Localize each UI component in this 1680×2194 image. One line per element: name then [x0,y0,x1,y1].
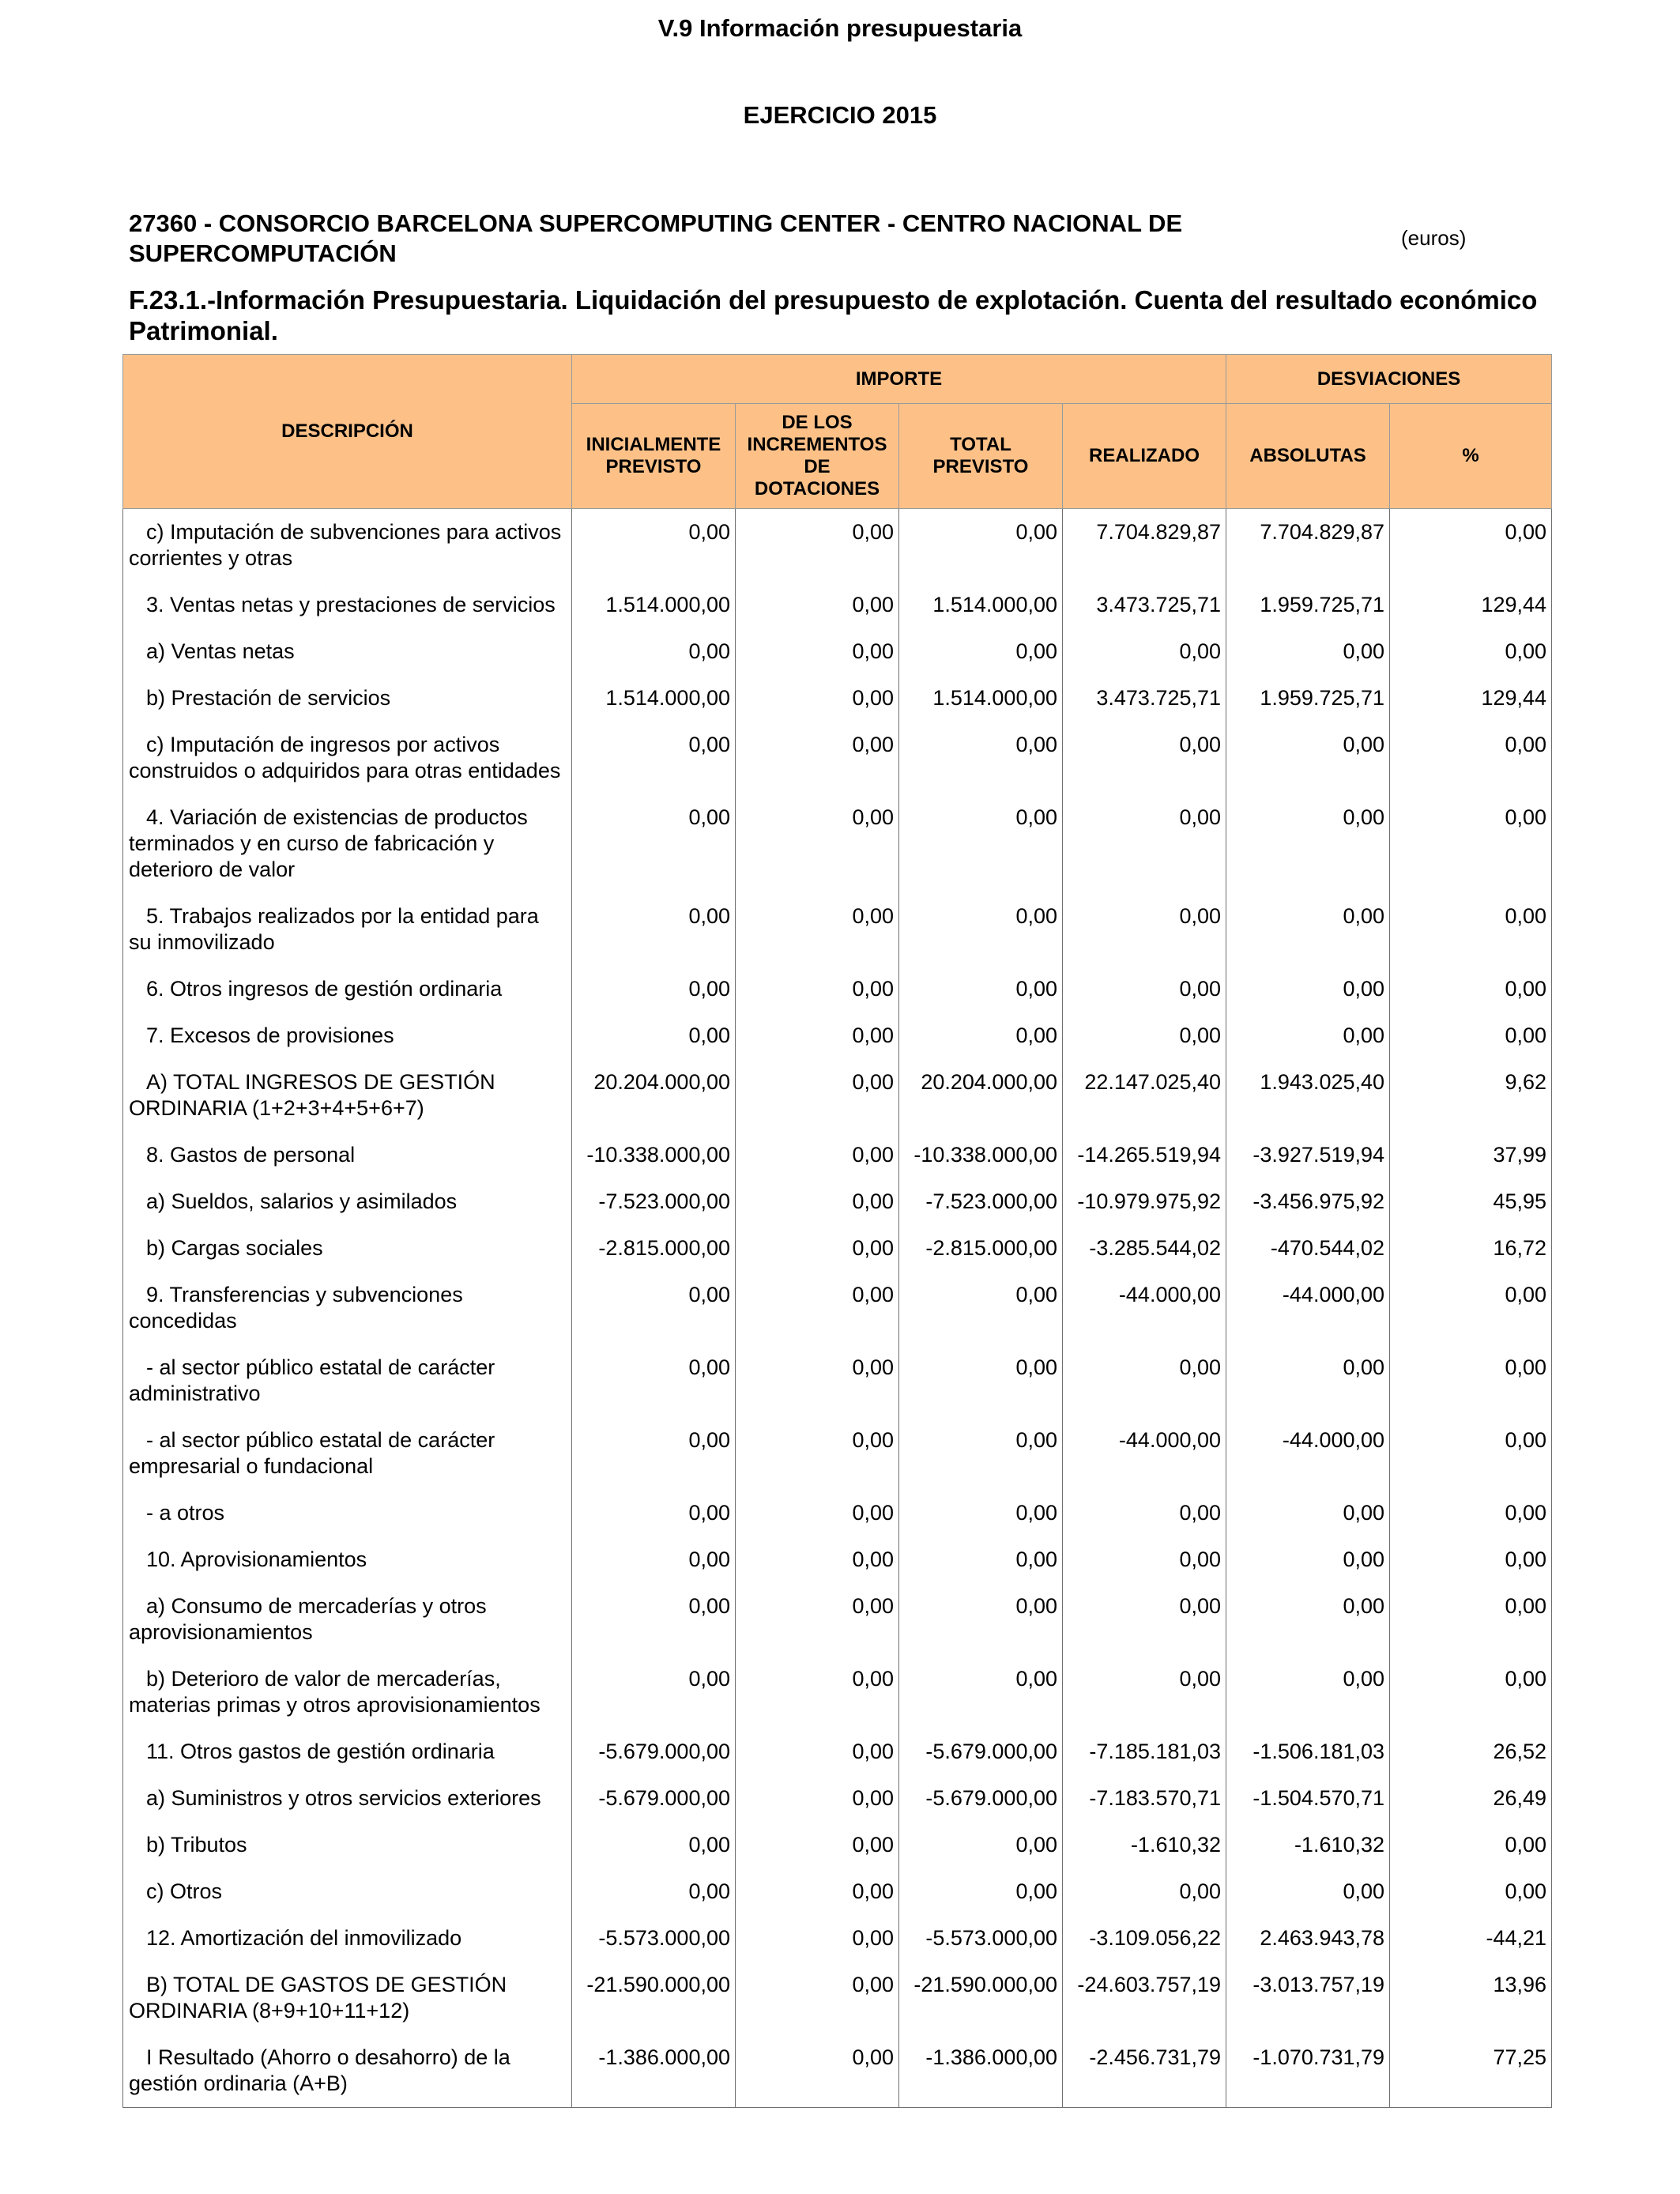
cell-incrementos: 0,00 [736,2034,899,2108]
table-row [123,722,1552,794]
cell-desviacion-percent: 0,00 [1390,1656,1552,1728]
cell-realizado: -2.456.731,79 [1063,2034,1226,2108]
row-description-text: 4. Variación de existencias de productos terminados y en curso de fabricación y deterioro de valor [129,805,528,881]
cell-total-previsto: -21.590.000,00 [899,1962,1063,2034]
cell-desviacion-percent: 0,00 [1390,1583,1552,1656]
row-description [123,1272,572,1344]
cell-desviacion-percent: 0,00 [1390,1536,1552,1583]
cell-inicialmente-previsto: 0,00 [572,1822,736,1868]
cell-desviacion-absoluta: 0,00 [1226,1344,1390,1417]
cell-inicialmente-previsto: 0,00 [572,966,736,1012]
table-row [123,1132,1552,1178]
row-description-text: a) Ventas netas [146,639,295,663]
row-description [123,1178,572,1225]
cell-desviacion-percent: 16,72 [1390,1225,1552,1272]
header-realizado: REALIZADO [1063,404,1226,509]
cell-desviacion-percent: 0,00 [1390,1490,1552,1536]
cell-incrementos: 0,00 [736,1656,899,1728]
cell-desviacion-percent: 0,00 [1390,1868,1552,1915]
cell-desviacion-absoluta: 1.943.025,40 [1226,1059,1390,1132]
table-row [123,1272,1552,1344]
cell-total-previsto: -2.815.000,00 [899,1225,1063,1272]
cell-realizado: 0,00 [1063,966,1226,1012]
row-description-text: 7. Excesos de provisiones [146,1023,394,1047]
exercise-title: EJERCICIO 2015 [743,101,937,129]
table-row [123,1822,1552,1868]
table-row [123,1059,1552,1132]
cell-total-previsto: -5.679.000,00 [899,1775,1063,1822]
row-description-text: b) Deterioro de valor de mercaderías, materias primas y otros aprovisionamientos [129,1667,541,1717]
row-description [123,2034,572,2108]
row-description-text: 5. Trabajos realizados por la entidad para su inmovilizado [129,904,539,954]
cell-incrementos: 0,00 [736,1132,899,1178]
table-row [123,1490,1552,1536]
cell-total-previsto: -5.573.000,00 [899,1915,1063,1962]
cell-incrementos: 0,00 [736,1272,899,1344]
row-description [123,1490,572,1536]
budget-table [122,354,1552,2108]
header-inicialmente-previsto: INICIALMENTE PREVISTO [572,404,736,509]
cell-incrementos: 0,00 [736,966,899,1012]
cell-total-previsto: 0,00 [899,1490,1063,1536]
row-description-text: A) TOTAL INGRESOS DE GESTIÓN ORDINARIA (1+2+3+4+5+6+7) [129,1070,495,1120]
row-description-text: 8. Gastos de personal [146,1143,356,1167]
cell-total-previsto: 0,00 [899,509,1063,582]
row-description [123,1656,572,1728]
cell-inicialmente-previsto: 0,00 [572,1656,736,1728]
cell-total-previsto: 0,00 [899,1868,1063,1915]
row-description-text: I Resultado (Ahorro o desahorro) de la gestión ordinaria (A+B) [129,2045,510,2095]
cell-realizado: -10.979.975,92 [1063,1178,1226,1225]
cell-realizado: 0,00 [1063,1583,1226,1656]
row-description-text: 10. Aprovisionamientos [146,1547,367,1571]
cell-incrementos: 0,00 [736,1915,899,1962]
row-description-text: 9. Transferencias y subvenciones concedidas [129,1283,463,1333]
cell-incrementos: 0,00 [736,628,899,675]
cell-desviacion-absoluta: 0,00 [1226,1656,1390,1728]
cell-desviacion-absoluta: -1.610,32 [1226,1822,1390,1868]
table-row [123,1962,1552,2034]
row-description [123,1915,572,1962]
cell-desviacion-percent: 26,49 [1390,1775,1552,1822]
cell-inicialmente-previsto: 0,00 [572,1490,736,1536]
table-row [123,509,1552,582]
cell-incrementos: 0,00 [736,582,899,628]
header-total-previsto: TOTAL PREVISTO [899,404,1063,509]
cell-inicialmente-previsto: 1.514.000,00 [572,582,736,628]
cell-incrementos: 0,00 [736,1012,899,1059]
table-row [123,1656,1552,1728]
cell-realizado: -7.185.181,03 [1063,1728,1226,1775]
header-percent: % [1390,404,1552,509]
cell-total-previsto: -1.386.000,00 [899,2034,1063,2108]
cell-realizado: 0,00 [1063,1344,1226,1417]
header-desviaciones: DESVIACIONES [1226,355,1552,404]
cell-incrementos: 0,00 [736,1059,899,1132]
row-description-text: b) Cargas sociales [146,1236,323,1260]
row-description [123,1132,572,1178]
cell-incrementos: 0,00 [736,1728,899,1775]
cell-desviacion-percent: 9,62 [1390,1059,1552,1132]
header-incrementos-dotaciones: DE LOS INCREMENTOS DE DOTACIONES [736,404,899,509]
cell-inicialmente-previsto: 0,00 [572,509,736,582]
cell-realizado: 0,00 [1063,794,1226,893]
cell-desviacion-absoluta: 2.463.943,78 [1226,1915,1390,1962]
cell-total-previsto: 0,00 [899,1656,1063,1728]
row-description-text: c) Imputación de ingresos por activos construidos o adquiridos para otras entidades [129,733,561,782]
cell-realizado: 3.473.725,71 [1063,675,1226,722]
cell-incrementos: 0,00 [736,1822,899,1868]
cell-incrementos: 0,00 [736,893,899,966]
row-description [123,893,572,966]
cell-desviacion-absoluta: 1.959.725,71 [1226,675,1390,722]
cell-incrementos: 0,00 [736,722,899,794]
cell-desviacion-absoluta: 0,00 [1226,1012,1390,1059]
cell-desviacion-absoluta: 0,00 [1226,794,1390,893]
row-description [123,675,572,722]
cell-realizado: -14.265.519,94 [1063,1132,1226,1178]
cell-realizado: 0,00 [1063,893,1226,966]
cell-inicialmente-previsto: -7.523.000,00 [572,1178,736,1225]
table-row [123,675,1552,722]
cell-desviacion-absoluta: 0,00 [1226,628,1390,675]
table-row [123,1915,1552,1962]
cell-realizado: -1.610,32 [1063,1822,1226,1868]
cell-realizado: 0,00 [1063,722,1226,794]
row-description [123,1775,572,1822]
cell-total-previsto: 0,00 [899,1417,1063,1490]
cell-incrementos: 0,00 [736,1417,899,1490]
cell-realizado: 7.704.829,87 [1063,509,1226,582]
cell-desviacion-absoluta: -44.000,00 [1226,1272,1390,1344]
row-description [123,1822,572,1868]
cell-incrementos: 0,00 [736,1775,899,1822]
row-description-text: a) Sueldos, salarios y asimilados [146,1189,458,1213]
cell-inicialmente-previsto: 1.514.000,00 [572,675,736,722]
table-row [123,1178,1552,1225]
cell-realizado: 0,00 [1063,1012,1226,1059]
table-row [123,1583,1552,1656]
cell-desviacion-percent: 0,00 [1390,1417,1552,1490]
cell-desviacion-absoluta: -3.456.975,92 [1226,1178,1390,1225]
table-row [123,1868,1552,1915]
cell-inicialmente-previsto: -5.679.000,00 [572,1728,736,1775]
cell-desviacion-percent: 0,00 [1390,966,1552,1012]
cell-incrementos: 0,00 [736,1962,899,2034]
cell-total-previsto: -7.523.000,00 [899,1178,1063,1225]
cell-realizado: -7.183.570,71 [1063,1775,1226,1822]
table-row [123,1344,1552,1417]
row-description [123,1225,572,1272]
cell-total-previsto: 20.204.000,00 [899,1059,1063,1132]
row-description-text: 3. Ventas netas y prestaciones de servicios [146,593,556,616]
cell-desviacion-percent: 0,00 [1390,722,1552,794]
row-description-text: - a otros [146,1501,225,1525]
cell-desviacion-absoluta: -3.013.757,19 [1226,1962,1390,2034]
cell-total-previsto: 0,00 [899,1344,1063,1417]
cell-incrementos: 0,00 [736,509,899,582]
row-description-text: 11. Otros gastos de gestión ordinaria [146,1740,495,1763]
cell-realizado: -3.109.056,22 [1063,1915,1226,1962]
row-description [123,1417,572,1490]
form-title: F.23.1.-Información Presupuestaria. Liquidación del presupuesto de explotación. Cuenta del resultado económico Patrimonial. [129,285,1538,345]
cell-inicialmente-previsto: -2.815.000,00 [572,1225,736,1272]
cell-desviacion-percent: 0,00 [1390,1344,1552,1417]
table-row [123,1417,1552,1490]
row-description [123,1962,572,2034]
cell-inicialmente-previsto: 0,00 [572,722,736,794]
row-description-text: c) Imputación de subvenciones para activos corrientes y otras [129,520,562,570]
cell-desviacion-percent: -44,21 [1390,1915,1552,1962]
cell-desviacion-percent: 26,52 [1390,1728,1552,1775]
row-description [123,628,572,675]
cell-total-previsto: 0,00 [899,893,1063,966]
cell-inicialmente-previsto: 0,00 [572,628,736,675]
cell-desviacion-absoluta: 0,00 [1226,1490,1390,1536]
cell-desviacion-percent: 37,99 [1390,1132,1552,1178]
cell-total-previsto: -10.338.000,00 [899,1132,1063,1178]
cell-inicialmente-previsto: 0,00 [572,1344,736,1417]
cell-desviacion-absoluta: -1.506.181,03 [1226,1728,1390,1775]
units-label: (euros) [1401,226,1467,250]
header-absolutas: ABSOLUTAS [1226,404,1390,509]
cell-total-previsto: 0,00 [899,1012,1063,1059]
cell-desviacion-percent: 13,96 [1390,1962,1552,2034]
cell-total-previsto: -5.679.000,00 [899,1728,1063,1775]
cell-realizado: -24.603.757,19 [1063,1962,1226,2034]
cell-inicialmente-previsto: -21.590.000,00 [572,1962,736,2034]
header-importe: IMPORTE [572,355,1226,404]
cell-desviacion-percent: 0,00 [1390,794,1552,893]
cell-inicialmente-previsto: 0,00 [572,893,736,966]
cell-realizado: 0,00 [1063,1656,1226,1728]
table-row [123,1012,1552,1059]
table-row [123,1728,1552,1775]
cell-incrementos: 0,00 [736,1868,899,1915]
table-row [123,794,1552,893]
cell-total-previsto: 0,00 [899,1583,1063,1656]
cell-inicialmente-previsto: 0,00 [572,1583,736,1656]
cell-desviacion-absoluta: 0,00 [1226,966,1390,1012]
header-description: DESCRIPCIÓN [123,355,572,509]
table-row [123,1775,1552,1822]
cell-total-previsto: 0,00 [899,1536,1063,1583]
entity-name: 27360 - CONSORCIO BARCELONA SUPERCOMPUTING CENTER - CENTRO NACIONAL DE SUPERCOMPUTACIÓN [129,209,1183,267]
cell-realizado: 0,00 [1063,1490,1226,1536]
cell-realizado: 0,00 [1063,628,1226,675]
cell-incrementos: 0,00 [736,1225,899,1272]
cell-desviacion-absoluta: -44.000,00 [1226,1417,1390,1490]
cell-desviacion-percent: 0,00 [1390,509,1552,582]
row-description [123,1728,572,1775]
cell-desviacion-percent: 0,00 [1390,628,1552,675]
cell-desviacion-absoluta: -1.070.731,79 [1226,2034,1390,2108]
cell-desviacion-absoluta: 0,00 [1226,1536,1390,1583]
cell-realizado: 22.147.025,40 [1063,1059,1226,1132]
cell-total-previsto: 1.514.000,00 [899,675,1063,722]
cell-inicialmente-previsto: 0,00 [572,1536,736,1583]
cell-inicialmente-previsto: -1.386.000,00 [572,2034,736,2108]
row-description [123,1059,572,1132]
cell-inicialmente-previsto: 0,00 [572,1012,736,1059]
row-description-text: a) Consumo de mercaderías y otros aprovisionamientos [129,1594,487,1644]
table-row [123,2034,1552,2108]
cell-desviacion-percent: 129,44 [1390,675,1552,722]
cell-inicialmente-previsto: 0,00 [572,794,736,893]
row-description-text: b) Prestación de servicios [146,686,391,710]
cell-total-previsto: 0,00 [899,722,1063,794]
cell-incrementos: 0,00 [736,675,899,722]
row-description [123,966,572,1012]
cell-total-previsto: 0,00 [899,628,1063,675]
cell-inicialmente-previsto: -10.338.000,00 [572,1132,736,1178]
cell-inicialmente-previsto: 0,00 [572,1868,736,1915]
table-row [123,1536,1552,1583]
cell-desviacion-absoluta: 0,00 [1226,1583,1390,1656]
row-description-text: - al sector público estatal de carácter empresarial o fundacional [129,1428,495,1478]
cell-total-previsto: 0,00 [899,1822,1063,1868]
cell-desviacion-absoluta: -1.504.570,71 [1226,1775,1390,1822]
cell-realizado: 0,00 [1063,1868,1226,1915]
row-description-text: a) Suministros y otros servicios exteriores [146,1786,541,1810]
row-description [123,1536,572,1583]
cell-desviacion-absoluta: 0,00 [1226,893,1390,966]
cell-realizado: -3.285.544,02 [1063,1225,1226,1272]
cell-desviacion-absoluta: 0,00 [1226,722,1390,794]
cell-desviacion-percent: 45,95 [1390,1178,1552,1225]
table-row [123,628,1552,675]
table-row [123,966,1552,1012]
cell-incrementos: 0,00 [736,1583,899,1656]
cell-realizado: -44.000,00 [1063,1272,1226,1344]
cell-total-previsto: 0,00 [899,794,1063,893]
cell-inicialmente-previsto: 20.204.000,00 [572,1059,736,1132]
cell-inicialmente-previsto: 0,00 [572,1272,736,1344]
cell-realizado: 3.473.725,71 [1063,582,1226,628]
row-description-text: 12. Amortización del inmovilizado [146,1926,462,1950]
row-description [123,582,572,628]
cell-total-previsto: 0,00 [899,966,1063,1012]
cell-realizado: -44.000,00 [1063,1417,1226,1490]
cell-inicialmente-previsto: -5.679.000,00 [572,1775,736,1822]
row-description [123,1012,572,1059]
cell-desviacion-absoluta: 7.704.829,87 [1226,509,1390,582]
table-row [123,1225,1552,1272]
cell-inicialmente-previsto: 0,00 [572,1417,736,1490]
budget-table-body [123,509,1552,2108]
row-description [123,794,572,893]
cell-desviacion-percent: 0,00 [1390,1822,1552,1868]
row-description-text: B) TOTAL DE GASTOS DE GESTIÓN ORDINARIA (8+9+10+11+12) [129,1973,507,2022]
cell-realizado: 0,00 [1063,1536,1226,1583]
cell-total-previsto: 0,00 [899,1272,1063,1344]
row-description [123,1583,572,1656]
cell-total-previsto: 1.514.000,00 [899,582,1063,628]
table-row [123,893,1552,966]
cell-desviacion-absoluta: -3.927.519,94 [1226,1132,1390,1178]
row-description [123,722,572,794]
cell-desviacion-percent: 0,00 [1390,1012,1552,1059]
cell-desviacion-percent: 129,44 [1390,582,1552,628]
cell-desviacion-absoluta: -470.544,02 [1226,1225,1390,1272]
table-row [123,582,1552,628]
row-description [123,509,572,582]
row-description-text: b) Tributos [146,1833,247,1857]
cell-incrementos: 0,00 [736,1490,899,1536]
cell-incrementos: 0,00 [736,1178,899,1225]
row-description-text: c) Otros [146,1879,223,1903]
row-description-text: 6. Otros ingresos de gestión ordinaria [146,977,503,1001]
cell-desviacion-absoluta: 1.959.725,71 [1226,582,1390,628]
cell-incrementos: 0,00 [736,1536,899,1583]
cell-inicialmente-previsto: -5.573.000,00 [572,1915,736,1962]
cell-incrementos: 0,00 [736,794,899,893]
section-title: V.9 Información presupuestaria [657,14,1023,42]
cell-desviacion-absoluta: 0,00 [1226,1868,1390,1915]
cell-desviacion-percent: 0,00 [1390,1272,1552,1344]
row-description [123,1868,572,1915]
row-description-text: - al sector público estatal de carácter administrativo [129,1355,495,1405]
cell-desviacion-percent: 77,25 [1390,2034,1552,2108]
cell-desviacion-percent: 0,00 [1390,893,1552,966]
cell-incrementos: 0,00 [736,1344,899,1417]
row-description [123,1344,572,1417]
